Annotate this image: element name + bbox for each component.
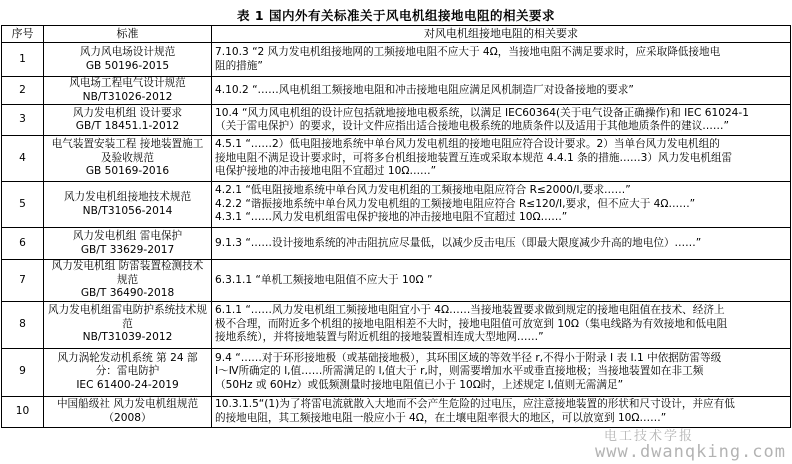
standard-cell xyxy=(44,43,212,77)
standard-name: 风力风电场设计规范 xyxy=(79,46,176,58)
requirement-line: 极不合理，而附近多个机组的接地电阻相差不大时，接地电阻值可放宽到 10Ω（集电线路为有效接地和低电阻 xyxy=(215,317,728,330)
standard-name: 风力发电机组雷电防护系统技术规范 xyxy=(48,304,207,330)
standards-table xyxy=(1,25,791,428)
standard-name: 风力涡轮发动机系统 第 24 部分：雷电防护 xyxy=(57,351,198,378)
row-number: 1 xyxy=(2,43,44,77)
requirement-cell xyxy=(212,260,791,302)
table-row xyxy=(2,301,791,348)
requirement-line: 电保护接地的冲击接地电阻不宜超过 10Ω……” xyxy=(215,165,437,178)
standard-code: GB/T 33629-2017 xyxy=(80,243,175,256)
standard-name: 风力发电机组接地技术规范 xyxy=(63,191,192,203)
requirement-line: 9.4 “……对于环形接地极（或基础接地极），其环围区域的等效半径 r,不得小于附录 I 表 I.1 中依据防雷等级 xyxy=(215,351,722,364)
requirement-line: 7.10.3 “2 风力发电机组接地网的工频接地电阻不应大于 4Ω，当接地电阻不满足要求时，应采取降低接地电 xyxy=(215,46,721,58)
table-row xyxy=(2,182,791,228)
requirement-line: 的接地电阻，其工频接地电阻一般应小于 4Ω，在土壤电阻率很大的地区，可以放宽到 10Ω……” xyxy=(215,411,667,424)
requirement-cell xyxy=(212,228,791,260)
table-row xyxy=(2,348,791,396)
requirement-line: （关于雷电保护）的要求，设计文件应指出适合接地电极系统的地质条件以及适用于其他地质条件的建议……” xyxy=(215,120,729,132)
requirement-cell xyxy=(212,301,791,348)
table-row xyxy=(2,43,791,77)
standard-name: 电气装置安装工程 接地装置施工及验收规范 xyxy=(51,138,204,164)
row-number: 3 xyxy=(2,105,44,136)
table-row xyxy=(2,136,791,182)
requirement-cell xyxy=(212,43,791,77)
row-number: 8 xyxy=(2,301,44,348)
requirement-cell xyxy=(212,77,791,105)
requirement-line: 4.10.2 “……风电机组工频接地电阻和冲击接地电阻应满足风机制造厂对设备接地的要求” xyxy=(215,83,634,96)
table-header-row xyxy=(2,26,791,43)
standard-code: GB/T 36490-2018 xyxy=(80,287,175,299)
standard-cell xyxy=(44,228,212,260)
watermark-line2: www.dwanqking.com xyxy=(595,442,786,462)
requirement-line: 6.1.1 “……风力发电机组工频接地电阻宜小于 4Ω……当接地装置要求做到规定的接地电阻值在技术、经济上 xyxy=(215,304,725,317)
standard-code: IEC 61400-24-2019 xyxy=(76,378,179,391)
requirement-line: 4.5.1 “……2）低电阻接地系统中单台风力发电机组的接地电阻应符合设计要求。2）当单台风力发电机组的 xyxy=(215,138,720,151)
standard-code: GB/T 18451.1-2012 xyxy=(75,120,180,132)
standard-cell xyxy=(44,136,212,182)
header-requirement: 对风电机组接地电阻的相关要求 xyxy=(212,26,791,43)
standard-name: 风力发电机组 防雷装置检测技术规范 xyxy=(51,260,204,286)
standard-code: NB/T31026-2012 xyxy=(82,90,173,103)
requirement-cell xyxy=(212,182,791,228)
requirement-line: 10.4 “风力风电机组的设计应包括就地接地电极系统，以满足 IEC60364(关于电气设备正确操作)和 IEC 61024-1 xyxy=(215,106,749,119)
requirement-line: 4.3.1 “……风力发电机组雷电保护接地的冲击接地电阻不宜超过 10Ω……” xyxy=(215,211,568,224)
requirement-line: 9.1.3 “……设计接地系统的冲击阻抗应尽量低，以减少反击电压（即最大限度减少升高的地电位）……” xyxy=(215,236,702,249)
standard-name: 风力发电机组 设计要求 xyxy=(72,106,183,119)
row-number: 2 xyxy=(2,77,44,105)
standard-code: NB/T31056-2014 xyxy=(82,204,173,217)
requirement-line: 阻的措施” xyxy=(215,59,263,72)
requirement-line: 6.3.1.1 “单机工频接地电阻值不应大于 10Ω ” xyxy=(215,273,433,286)
watermark-line1: 电工技术学报 xyxy=(603,429,694,444)
requirement-line: 4.2.2 “谐振接地系统中单台风力发电机组的工频接地电阻应符合 R≤120/I,要求，但不应大于 4Ω……” xyxy=(215,197,696,210)
row-number: 6 xyxy=(2,228,44,260)
row-number: 7 xyxy=(2,260,44,302)
requirement-cell xyxy=(212,105,791,136)
row-number: 5 xyxy=(2,182,44,228)
requirement-line: Ⅰ～Ⅳ所确定的 l,值……所需满足的 l,值大于 r,时，则需要增加水平或垂直接地极；当接地装置如在非工频 xyxy=(215,365,704,378)
standard-name: 风力发电机组 雷电保护 xyxy=(72,230,183,242)
header-standard: 标准 xyxy=(44,26,212,43)
row-number: 9 xyxy=(2,348,44,396)
requirement-line: （50Hz 或 60Hz）或低频测量时接地电阻值已小于 10Ω时，上述规定 l,值则无需满足” xyxy=(215,378,624,391)
requirement-cell xyxy=(212,348,791,396)
standard-code: GB 50196-2015 xyxy=(85,59,170,72)
table-row xyxy=(2,77,791,105)
table-row xyxy=(2,228,791,260)
row-number: 4 xyxy=(2,136,44,182)
standard-cell xyxy=(44,301,212,348)
standard-name: 中国船级社 风力发电机组规范（2008） xyxy=(56,398,199,424)
standard-cell xyxy=(44,348,212,396)
requirement-line: 4.2.1 “低电阻接地系统中单台风力发电机组的工频接地电阻应符合 R≤2000/I,要求……” xyxy=(215,184,631,197)
standard-cell xyxy=(44,77,212,105)
row-number: 10 xyxy=(2,396,44,427)
header-no: 序号 xyxy=(2,26,44,43)
requirement-cell xyxy=(212,396,791,427)
requirement-line: 10.3.1.5“(1)为了将雷电流就散入大地而不会产生危险的过电压，应注意接地装置的形状和尺寸设计，并应有低 xyxy=(215,398,735,410)
standard-name: 风电场工程电气设计规范 xyxy=(69,77,186,89)
table-title: 表 1 国内外有关标准关于风电机组接地电阻的相关要求 xyxy=(237,8,555,23)
watermark xyxy=(595,429,786,462)
standard-code: NB/T31039-2012 xyxy=(82,331,173,344)
standard-cell xyxy=(44,396,212,427)
standard-cell xyxy=(44,182,212,228)
requirement-line: 接地电阻不满足设计要求时，可将多台机组接地装置互连或采取本规范 4.4.1 条的措施……3）风力发电机组雷 xyxy=(215,151,733,164)
standard-cell xyxy=(44,105,212,136)
standard-cell xyxy=(44,260,212,302)
requirement-line: 接地系统），并将接地装置与附近机组的接地装置相连成大型地网……” xyxy=(215,331,544,344)
requirement-cell xyxy=(212,136,791,182)
table-row xyxy=(2,105,791,136)
standard-code: GB 50169-2016 xyxy=(85,165,170,178)
table-row xyxy=(2,396,791,427)
table-row xyxy=(2,260,791,302)
